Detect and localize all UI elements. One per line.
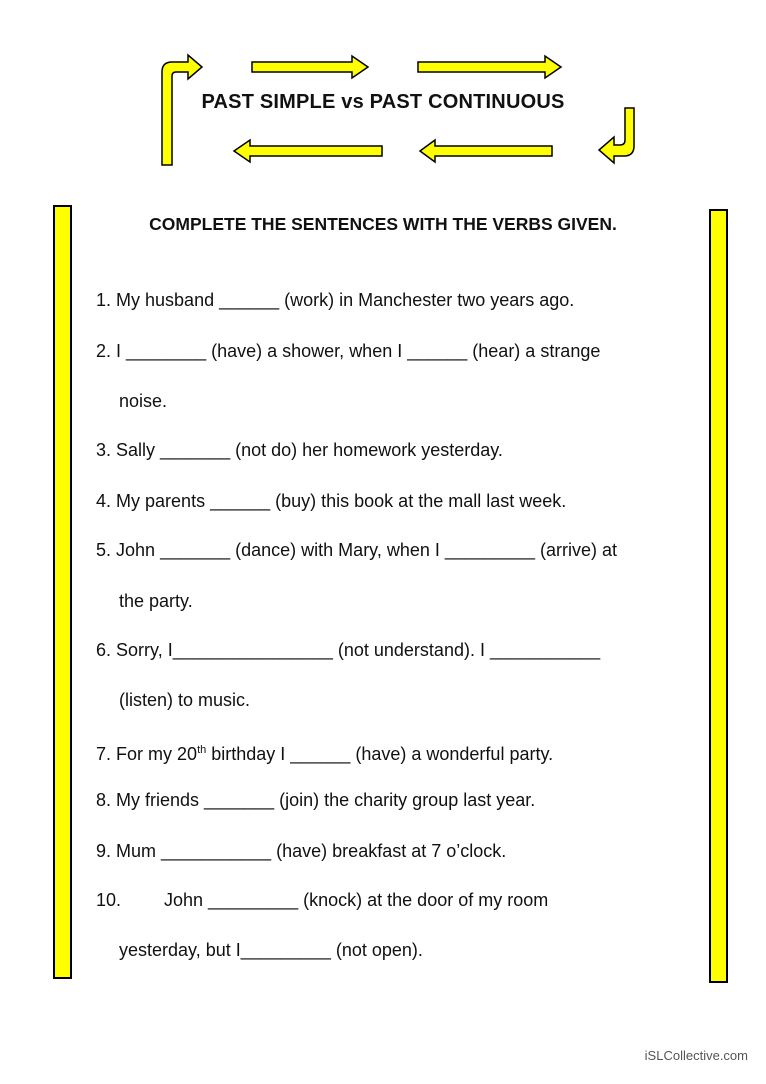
exercise-1 <box>96 288 574 312</box>
arrow-right-1 <box>252 56 368 78</box>
exercise-4 <box>96 489 566 513</box>
exercise-number: 10. <box>96 890 122 910</box>
exercise-text-pre: For my 20 <box>116 744 198 764</box>
exercise-10 <box>96 888 548 912</box>
exercise-6-continued: (listen) to music. <box>119 690 251 710</box>
watermark: iSLCollective.com <box>644 1048 748 1063</box>
ordinal-suffix: th <box>197 744 207 756</box>
exercise-text: I ________ (have) a shower, when I ______ (hear) a strange <box>116 341 601 361</box>
exercise-9 <box>96 839 506 863</box>
exercise-2-continued: noise. <box>119 391 168 411</box>
exercise-2 <box>96 339 600 363</box>
exercise-text: John _______ (dance) with Mary, when I _________ (arrive) at <box>116 540 617 560</box>
exercise-number: 6. <box>96 640 112 660</box>
worksheet-title: PAST SIMPLE vs PAST CONTINUOUS <box>201 91 565 113</box>
exercise-number: 1. <box>96 290 112 310</box>
arrow-right-2 <box>418 56 561 78</box>
yellow-bar-right <box>709 209 728 983</box>
exercise-text: Sally _______ (not do) her homework yesterday. <box>116 440 503 460</box>
exercise-5-continued: the party. <box>119 591 193 611</box>
exercise-text: My parents ______ (buy) this book at the mall last week. <box>116 491 567 511</box>
yellow-bar-left <box>53 205 72 979</box>
exercise-6 <box>96 638 600 662</box>
exercise-10-continued: yesterday, but I_________ (not open). <box>119 940 423 960</box>
arrow-left-1 <box>420 140 552 162</box>
exercise-text <box>116 744 553 764</box>
exercise-number: 7. <box>96 744 112 764</box>
exercise-text: Sorry, I________________ (not understand). I ___________ <box>116 640 601 660</box>
exercise-8 <box>96 788 535 812</box>
exercise-text-post: birthday I ______ (have) a wonderful party. <box>206 744 554 764</box>
exercise-5 <box>96 538 617 562</box>
exercise-number: 9. <box>96 841 112 861</box>
instruction-heading: COMPLETE THE SENTENCES WITH THE VERBS GIVEN. <box>149 214 617 234</box>
exercise-3 <box>96 438 503 462</box>
hook-arrow-right <box>599 108 634 163</box>
exercise-number: 5. <box>96 540 112 560</box>
exercise-text: My husband ______ (work) in Manchester two years ago. <box>116 290 575 310</box>
arrow-left-2 <box>234 140 382 162</box>
exercise-number: 2. <box>96 341 112 361</box>
exercise-text: John _________ (knock) at the door of my room <box>164 890 549 910</box>
exercise-7 <box>96 738 553 766</box>
exercise-text: My friends _______ (join) the charity group last year. <box>116 790 536 810</box>
exercise-number: 4. <box>96 491 112 511</box>
exercise-number: 3. <box>96 440 112 460</box>
exercise-text: Mum ___________ (have) breakfast at 7 o’clock. <box>116 841 507 861</box>
exercise-number: 8. <box>96 790 112 810</box>
